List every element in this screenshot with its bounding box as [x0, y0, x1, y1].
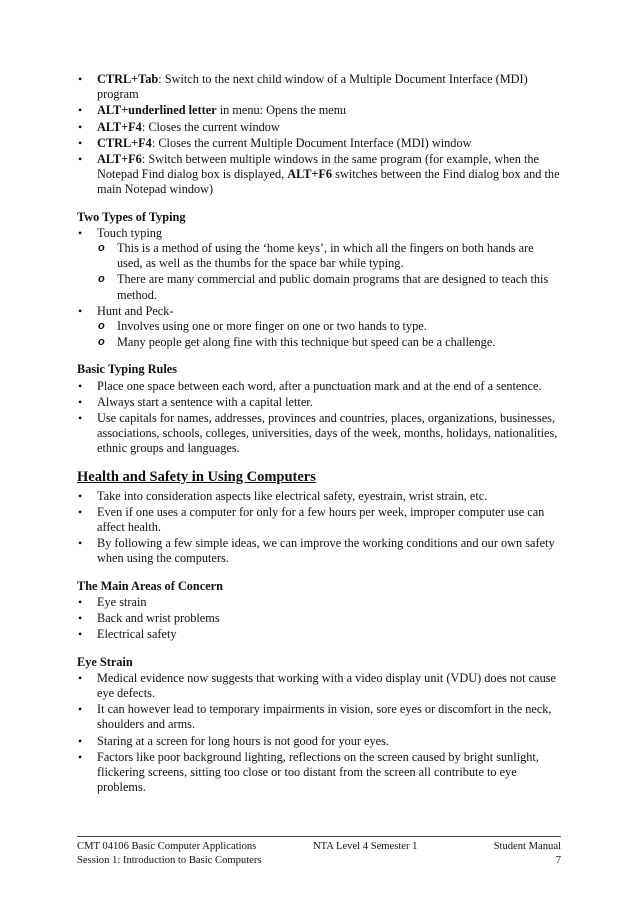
footer-session: Session 1: Introduction to Basic Computers [77, 854, 262, 866]
eyestrain-section [77, 655, 561, 796]
shortcut-description: : Switch to the next child window of a Multiple Document Interface (MDI) program [97, 72, 528, 102]
footer-course: CMT 04106 Basic Computer Applications [77, 841, 257, 852]
shortcut-description: : Closes the current Multiple Document Interface (MDI) window [151, 135, 472, 150]
shortcut-key: ALT+F6 [287, 167, 333, 182]
list-item: • It can however lead to temporary impairments in vision, sore eyes or discomfort in the neck, shoulders and arms. [77, 702, 561, 732]
sub-list-item: o This is a method of using the ‘home keys’, in which all the fingers on both hands are used, as well as the thumbs for the space bar while typing. [97, 241, 561, 271]
shortcut-description: : Switch between multiple windows in the same program (for example, when the Notepad Find dialog box is displayed, [97, 152, 539, 182]
section-title: Health and Safety in Using Computers [77, 468, 316, 485]
list-item [77, 152, 561, 198]
shortcut-key: CTRL+F4 [97, 135, 152, 150]
list-item: • Electrical safety [77, 627, 561, 642]
list-item [77, 72, 561, 102]
list-item [77, 226, 561, 303]
rules-list [77, 379, 561, 457]
list-item: • Always start a sentence with a capital letter. [77, 395, 561, 410]
page-footer [77, 836, 561, 867]
section-heading: The Main Areas of Concern [77, 578, 223, 593]
document-page [77, 72, 561, 796]
eyestrain-list [77, 671, 561, 796]
sub-list [97, 241, 561, 303]
page-number: 7 [555, 854, 561, 866]
list-item: • Eye strain [77, 595, 561, 610]
shortcut-key: ALT+F6 [97, 152, 142, 167]
section-heading: Basic Typing Rules [77, 362, 177, 377]
section-heading: Eye Strain [77, 654, 133, 669]
list-item-label: Hunt and Peck- [97, 303, 174, 318]
typing-list [77, 226, 561, 351]
list-item-label: Touch typing [97, 225, 163, 240]
sub-list-item: o Many people get along fine with this technique but speed can be a challenge. [97, 335, 561, 350]
shortcut-description: in menu: Opens the menu [216, 103, 347, 118]
footer-manual: Student Manual [493, 841, 561, 852]
section-heading: Two Types of Typing [77, 209, 186, 224]
list-item [77, 120, 561, 135]
sub-list [97, 319, 561, 350]
shortcut-list [77, 72, 561, 198]
list-item: • Even if one uses a computer for only for a few hours per week, improper computer use can affect health. [77, 505, 561, 535]
concern-list [77, 595, 561, 643]
typing-section [77, 210, 561, 351]
health-section [77, 469, 561, 567]
list-item: • Factors like poor background lighting, reflections on the screen caused by bright sunlight, flickering screens, sitting too close or too distant from the screen all contribute to eye problems. [77, 750, 561, 796]
list-item [77, 304, 561, 351]
shortcut-key: CTRL+Tab [97, 72, 159, 86]
list-item: • Take into consideration aspects like electrical safety, eyestrain, wrist strain, etc. [77, 489, 561, 504]
list-item: • Place one space between each word, after a punctuation mark and at the end of a sentence. [77, 379, 561, 394]
footer-level: NTA Level 4 Semester 1 [313, 841, 418, 852]
health-list [77, 489, 561, 567]
shortcut-description: switches between the Find dialog box and the main Notepad window) [97, 167, 560, 197]
list-item: • Medical evidence now suggests that working with a video display unit (VDU) does not cause eye defects. [77, 671, 561, 701]
list-item [77, 103, 561, 118]
rules-section [77, 362, 561, 456]
shortcut-description: : Closes the current window [141, 119, 280, 134]
list-item: • By following a few simple ideas, we can improve the working conditions and our own safety when using the computers. [77, 536, 561, 566]
list-item: • Use capitals for names, addresses, provinces and countries, places, organizations, businesses, associations, schools, colleges, universities, days of the week, months, holidays, nationalities, ethnic groups and languages. [77, 411, 561, 457]
sub-list-item: o Involves using one or more finger on one or two hands to type. [97, 319, 561, 334]
shortcut-key: ALT+F4 [97, 119, 142, 134]
sub-list-item: o There are many commercial and public domain programs that are designed to teach this method. [97, 272, 561, 302]
list-item [77, 136, 561, 151]
shortcut-key: ALT+underlined letter [97, 103, 217, 118]
list-item: • Staring at a screen for long hours is not good for your eyes. [77, 734, 561, 749]
concern-section [77, 579, 561, 643]
list-item: • Back and wrist problems [77, 611, 561, 626]
